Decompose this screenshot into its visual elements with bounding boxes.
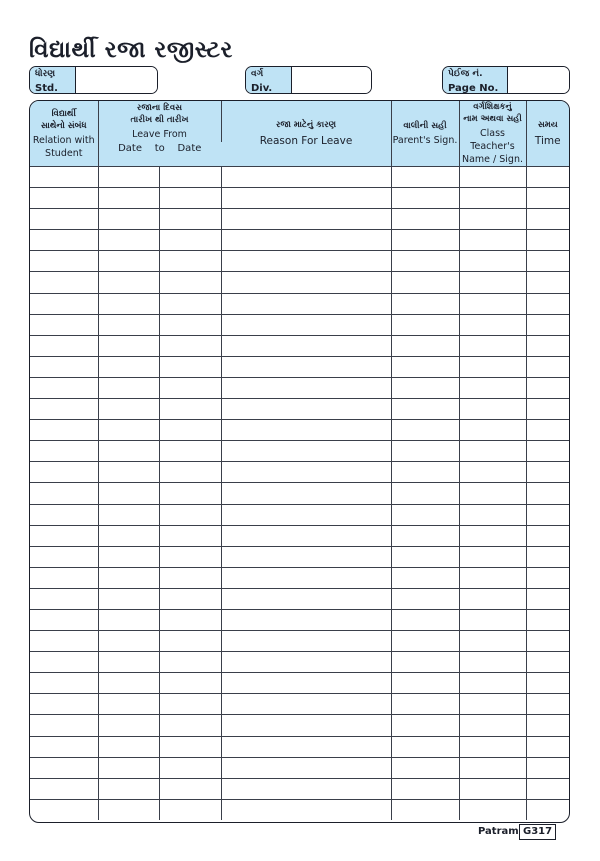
- leave-to-date-cell[interactable]: [159, 209, 221, 230]
- relation-cell[interactable]: [30, 673, 98, 694]
- leave-from-date-cell[interactable]: [98, 525, 159, 546]
- reason-cell[interactable]: [221, 441, 391, 462]
- time-cell[interactable]: [526, 778, 569, 799]
- teacher-sign-cell[interactable]: [459, 335, 526, 356]
- relation-cell[interactable]: [30, 441, 98, 462]
- teacher-sign-cell[interactable]: [459, 631, 526, 652]
- reason-cell[interactable]: [221, 230, 391, 251]
- relation-cell[interactable]: [30, 167, 98, 188]
- leave-to-date-cell[interactable]: [159, 694, 221, 715]
- relation-cell[interactable]: [30, 462, 98, 483]
- product-code: G317: [519, 824, 556, 840]
- leave-from-date-cell[interactable]: [98, 715, 159, 736]
- leave-to-date-cell[interactable]: [159, 525, 221, 546]
- time-cell[interactable]: [526, 673, 569, 694]
- reason-cell[interactable]: [221, 483, 391, 504]
- teacher-sign-cell[interactable]: [459, 757, 526, 778]
- division-field: [245, 66, 372, 94]
- reason-cell[interactable]: [221, 293, 391, 314]
- leave-to-date-cell[interactable]: [159, 167, 221, 188]
- teacher-header-en-1: Class Teacher's: [470, 128, 515, 152]
- leave-to-date-cell[interactable]: [159, 441, 221, 462]
- reason-cell[interactable]: [221, 356, 391, 377]
- relation-cell[interactable]: [30, 293, 98, 314]
- teacher-sign-cell[interactable]: [459, 799, 526, 820]
- leave-to-date-cell[interactable]: [159, 504, 221, 525]
- leave-from-date-cell[interactable]: [98, 377, 159, 398]
- leave-from-date-cell[interactable]: [98, 399, 159, 420]
- relation-cell[interactable]: [30, 588, 98, 609]
- time-cell[interactable]: [526, 441, 569, 462]
- relation-cell[interactable]: [30, 715, 98, 736]
- relation-cell[interactable]: [30, 504, 98, 525]
- leave-to-date-cell[interactable]: [159, 356, 221, 377]
- table-row: [30, 546, 569, 567]
- teacher-sign-cell[interactable]: [459, 715, 526, 736]
- std-label-en: Std.: [35, 83, 58, 94]
- table-row: [30, 377, 569, 398]
- leave-to-date-cell[interactable]: [159, 631, 221, 652]
- teacher-sign-cell[interactable]: [459, 188, 526, 209]
- reason-header-gu: રજા માટેનું કારણ: [275, 120, 337, 130]
- table-row: [30, 441, 569, 462]
- relation-cell[interactable]: [30, 757, 98, 778]
- parent-sign-cell[interactable]: [391, 441, 459, 462]
- table-row: [30, 694, 569, 715]
- leave-from-date-cell[interactable]: [98, 588, 159, 609]
- column-header-teacher-sign: [459, 101, 526, 167]
- time-cell[interactable]: [526, 588, 569, 609]
- leave-register-table: [29, 100, 570, 823]
- reason-cell[interactable]: [221, 167, 391, 188]
- leave-to-date-cell[interactable]: [159, 483, 221, 504]
- table-row: [30, 483, 569, 504]
- relation-header-en-1: Relation with: [32, 134, 95, 146]
- leave-to-date-cell[interactable]: [159, 673, 221, 694]
- teacher-sign-cell[interactable]: [459, 462, 526, 483]
- leave-from-date-cell[interactable]: [98, 778, 159, 799]
- time-cell[interactable]: [526, 251, 569, 272]
- teacher-sign-cell[interactable]: [459, 546, 526, 567]
- reason-cell[interactable]: [221, 272, 391, 293]
- relation-cell[interactable]: [30, 209, 98, 230]
- leave-from-date-cell[interactable]: [98, 420, 159, 441]
- parent-sign-cell[interactable]: [391, 694, 459, 715]
- time-cell[interactable]: [526, 377, 569, 398]
- parent-sign-cell[interactable]: [391, 272, 459, 293]
- reason-cell[interactable]: [221, 399, 391, 420]
- column-header-relation: [30, 101, 98, 167]
- leave-from-date-cell[interactable]: [98, 293, 159, 314]
- time-cell[interactable]: [526, 609, 569, 630]
- time-cell[interactable]: [526, 525, 569, 546]
- relation-cell[interactable]: [30, 694, 98, 715]
- table-row: [30, 399, 569, 420]
- time-cell[interactable]: [526, 715, 569, 736]
- leave-to-word: to: [154, 143, 165, 154]
- relation-cell[interactable]: [30, 799, 98, 820]
- table-row: [30, 230, 569, 251]
- relation-cell[interactable]: [30, 567, 98, 588]
- teacher-sign-cell[interactable]: [459, 504, 526, 525]
- brand-name: Patram: [478, 826, 519, 837]
- parent-sign-cell[interactable]: [391, 399, 459, 420]
- time-cell[interactable]: [526, 631, 569, 652]
- parent-sign-cell[interactable]: [391, 673, 459, 694]
- parent-sign-cell[interactable]: [391, 525, 459, 546]
- time-cell[interactable]: [526, 546, 569, 567]
- relation-cell[interactable]: [30, 377, 98, 398]
- reason-cell[interactable]: [221, 314, 391, 335]
- reason-cell[interactable]: [221, 736, 391, 757]
- table-row: [30, 314, 569, 335]
- time-cell[interactable]: [526, 652, 569, 673]
- reason-cell[interactable]: [221, 799, 391, 820]
- teacher-header-en-2: Name / Sign.: [461, 154, 523, 165]
- leave-from-date-cell[interactable]: [98, 799, 159, 820]
- parent-sign-header-gu: વાલીની સહી: [403, 121, 447, 131]
- std-label-gu: ધોરણ: [35, 69, 56, 79]
- parent-sign-cell[interactable]: [391, 609, 459, 630]
- time-cell[interactable]: [526, 399, 569, 420]
- leave-to-date-cell[interactable]: [159, 230, 221, 251]
- parent-sign-cell[interactable]: [391, 209, 459, 230]
- table-row: [30, 335, 569, 356]
- table-row: [30, 167, 569, 188]
- leave-from-date-cell[interactable]: [98, 251, 159, 272]
- leave-from-date-cell[interactable]: [98, 462, 159, 483]
- parent-sign-cell[interactable]: [391, 251, 459, 272]
- leave-to-date-cell[interactable]: [159, 272, 221, 293]
- reason-cell[interactable]: [221, 335, 391, 356]
- time-cell[interactable]: [526, 335, 569, 356]
- leave-from-date-header: Date: [118, 143, 142, 154]
- leave-from-date-cell[interactable]: [98, 230, 159, 251]
- reason-cell[interactable]: [221, 631, 391, 652]
- table-row: [30, 209, 569, 230]
- leave-header-gu-1: રજાના દિવસ: [136, 103, 183, 113]
- time-cell[interactable]: [526, 356, 569, 377]
- relation-header-gu-1: વિદ્યાર્થી: [51, 108, 76, 119]
- teacher-sign-cell[interactable]: [459, 736, 526, 757]
- parent-sign-cell[interactable]: [391, 167, 459, 188]
- leave-date-range-header: [98, 142, 221, 167]
- relation-cell[interactable]: [30, 188, 98, 209]
- table-row: [30, 293, 569, 314]
- teacher-sign-cell[interactable]: [459, 230, 526, 251]
- parent-sign-cell[interactable]: [391, 420, 459, 441]
- parent-sign-cell[interactable]: [391, 588, 459, 609]
- reason-cell[interactable]: [221, 462, 391, 483]
- parent-sign-cell[interactable]: [391, 188, 459, 209]
- reason-cell[interactable]: [221, 188, 391, 209]
- reason-cell[interactable]: [221, 567, 391, 588]
- parent-sign-cell[interactable]: [391, 483, 459, 504]
- relation-cell[interactable]: [30, 736, 98, 757]
- time-cell[interactable]: [526, 799, 569, 820]
- teacher-sign-cell[interactable]: [459, 420, 526, 441]
- table-row: [30, 251, 569, 272]
- division-label: [246, 67, 292, 93]
- parent-sign-cell[interactable]: [391, 799, 459, 820]
- leave-from-date-cell[interactable]: [98, 335, 159, 356]
- time-cell[interactable]: [526, 188, 569, 209]
- reason-cell[interactable]: [221, 420, 391, 441]
- relation-cell[interactable]: [30, 420, 98, 441]
- leave-to-date-cell[interactable]: [159, 757, 221, 778]
- time-cell[interactable]: [526, 314, 569, 335]
- relation-cell[interactable]: [30, 251, 98, 272]
- parent-sign-cell[interactable]: [391, 715, 459, 736]
- time-cell[interactable]: [526, 293, 569, 314]
- leave-to-date-cell[interactable]: [159, 399, 221, 420]
- reason-cell[interactable]: [221, 588, 391, 609]
- relation-cell[interactable]: [30, 314, 98, 335]
- column-header-parent-sign: [391, 101, 459, 167]
- division-label-gu: વર્ગ: [251, 69, 264, 79]
- table-row: [30, 504, 569, 525]
- leave-to-date-cell[interactable]: [159, 778, 221, 799]
- std-field: [29, 66, 158, 94]
- time-header-gu: સમય: [537, 120, 558, 130]
- register-body: [30, 167, 569, 820]
- reason-cell[interactable]: [221, 209, 391, 230]
- time-cell[interactable]: [526, 757, 569, 778]
- leave-from-date-cell[interactable]: [98, 504, 159, 525]
- reason-cell[interactable]: [221, 694, 391, 715]
- leave-from-date-cell[interactable]: [98, 209, 159, 230]
- leave-from-date-cell[interactable]: [98, 736, 159, 757]
- column-header-reason: [221, 101, 391, 167]
- time-cell[interactable]: [526, 462, 569, 483]
- leave-to-date-cell[interactable]: [159, 715, 221, 736]
- leave-from-date-cell[interactable]: [98, 567, 159, 588]
- teacher-sign-cell[interactable]: [459, 483, 526, 504]
- teacher-header-gu-1: વર્ગશિક્ષકનું: [473, 102, 512, 112]
- teacher-sign-cell[interactable]: [459, 694, 526, 715]
- table-row: [30, 757, 569, 778]
- parent-sign-cell[interactable]: [391, 314, 459, 335]
- time-cell[interactable]: [526, 420, 569, 441]
- column-header-leave: [98, 101, 221, 142]
- reason-cell[interactable]: [221, 609, 391, 630]
- parent-sign-cell[interactable]: [391, 504, 459, 525]
- std-label: [30, 67, 76, 93]
- parent-sign-cell[interactable]: [391, 462, 459, 483]
- table-row: [30, 673, 569, 694]
- teacher-sign-cell[interactable]: [459, 673, 526, 694]
- relation-cell[interactable]: [30, 483, 98, 504]
- relation-cell[interactable]: [30, 399, 98, 420]
- teacher-sign-cell[interactable]: [459, 525, 526, 546]
- table-row: [30, 652, 569, 673]
- reason-cell[interactable]: [221, 504, 391, 525]
- teacher-sign-cell[interactable]: [459, 399, 526, 420]
- teacher-sign-cell[interactable]: [459, 567, 526, 588]
- parent-sign-cell[interactable]: [391, 230, 459, 251]
- table-row: [30, 609, 569, 630]
- time-cell[interactable]: [526, 567, 569, 588]
- table-row: [30, 462, 569, 483]
- teacher-sign-cell[interactable]: [459, 609, 526, 630]
- teacher-sign-cell[interactable]: [459, 441, 526, 462]
- parent-sign-cell[interactable]: [391, 356, 459, 377]
- time-cell[interactable]: [526, 736, 569, 757]
- leave-from-date-cell[interactable]: [98, 609, 159, 630]
- leave-to-date-cell[interactable]: [159, 293, 221, 314]
- parent-sign-cell[interactable]: [391, 652, 459, 673]
- time-cell[interactable]: [526, 483, 569, 504]
- parent-sign-cell[interactable]: [391, 736, 459, 757]
- relation-header-en-2: Student: [45, 147, 83, 159]
- leave-to-date-cell[interactable]: [159, 736, 221, 757]
- time-cell[interactable]: [526, 272, 569, 293]
- parent-sign-cell[interactable]: [391, 377, 459, 398]
- leave-from-date-cell[interactable]: [98, 483, 159, 504]
- division-label-en: Div.: [251, 83, 273, 94]
- table-row: [30, 778, 569, 799]
- page-number-label-en: Page No.: [448, 83, 499, 94]
- reason-cell[interactable]: [221, 377, 391, 398]
- parent-sign-cell[interactable]: [391, 631, 459, 652]
- reason-cell[interactable]: [221, 546, 391, 567]
- leave-to-date-cell[interactable]: [159, 335, 221, 356]
- teacher-sign-cell[interactable]: [459, 209, 526, 230]
- leave-to-date-cell[interactable]: [159, 567, 221, 588]
- relation-cell[interactable]: [30, 335, 98, 356]
- parent-sign-cell[interactable]: [391, 778, 459, 799]
- leave-to-date-cell[interactable]: [159, 799, 221, 820]
- time-cell[interactable]: [526, 230, 569, 251]
- teacher-sign-cell[interactable]: [459, 251, 526, 272]
- reason-cell[interactable]: [221, 652, 391, 673]
- time-cell[interactable]: [526, 694, 569, 715]
- reason-cell[interactable]: [221, 251, 391, 272]
- teacher-sign-cell[interactable]: [459, 314, 526, 335]
- table-row: [30, 356, 569, 377]
- leave-from-date-cell[interactable]: [98, 673, 159, 694]
- page-number-field: [442, 66, 570, 94]
- table-row: [30, 736, 569, 757]
- parent-sign-cell[interactable]: [391, 293, 459, 314]
- reason-header-en: Reason For Leave: [259, 135, 353, 147]
- column-header-time: [526, 101, 569, 167]
- page-number-label: [443, 67, 508, 93]
- division-value-input[interactable]: [292, 67, 371, 93]
- leave-from-date-cell[interactable]: [98, 652, 159, 673]
- leave-from-date-cell[interactable]: [98, 356, 159, 377]
- teacher-sign-cell[interactable]: [459, 167, 526, 188]
- relation-cell[interactable]: [30, 230, 98, 251]
- relation-cell[interactable]: [30, 356, 98, 377]
- leave-from-date-cell[interactable]: [98, 694, 159, 715]
- time-header-en: Time: [534, 135, 561, 147]
- table-row: [30, 799, 569, 820]
- leave-to-date-cell[interactable]: [159, 420, 221, 441]
- reason-cell[interactable]: [221, 757, 391, 778]
- reason-cell[interactable]: [221, 525, 391, 546]
- leave-from-date-cell[interactable]: [98, 631, 159, 652]
- parent-sign-header-en: Parent's Sign.: [392, 135, 458, 146]
- table-row: [30, 567, 569, 588]
- leave-to-date-cell[interactable]: [159, 546, 221, 567]
- teacher-sign-cell[interactable]: [459, 652, 526, 673]
- teacher-sign-cell[interactable]: [459, 293, 526, 314]
- relation-cell[interactable]: [30, 546, 98, 567]
- leave-header-gu-2: તારીખ થી તારીખ: [130, 115, 189, 125]
- table-row: [30, 631, 569, 652]
- leave-from-date-cell[interactable]: [98, 188, 159, 209]
- teacher-sign-cell[interactable]: [459, 356, 526, 377]
- time-cell[interactable]: [526, 504, 569, 525]
- std-value-input[interactable]: [76, 67, 157, 93]
- table-row: [30, 272, 569, 293]
- reason-cell[interactable]: [221, 673, 391, 694]
- leave-from-date-cell[interactable]: [98, 757, 159, 778]
- parent-sign-cell[interactable]: [391, 546, 459, 567]
- leave-to-date-cell[interactable]: [159, 652, 221, 673]
- table-row: [30, 588, 569, 609]
- reason-cell[interactable]: [221, 778, 391, 799]
- leave-to-date-cell[interactable]: [159, 462, 221, 483]
- teacher-sign-cell[interactable]: [459, 272, 526, 293]
- leave-header-en: Leave From: [132, 129, 187, 140]
- reason-cell[interactable]: [221, 715, 391, 736]
- leave-to-date-cell[interactable]: [159, 251, 221, 272]
- parent-sign-cell[interactable]: [391, 567, 459, 588]
- page-title: વિદ્યાર્થી રજા રજીસ્ટર: [29, 37, 233, 63]
- leave-from-date-cell[interactable]: [98, 314, 159, 335]
- leave-from-date-cell[interactable]: [98, 441, 159, 462]
- teacher-sign-cell[interactable]: [459, 588, 526, 609]
- parent-sign-cell[interactable]: [391, 757, 459, 778]
- relation-header-gu-2: સાથેનો સંબંધ: [40, 120, 87, 131]
- leave-to-date-cell[interactable]: [159, 188, 221, 209]
- parent-sign-cell[interactable]: [391, 335, 459, 356]
- leave-to-date-cell[interactable]: [159, 609, 221, 630]
- teacher-sign-cell[interactable]: [459, 377, 526, 398]
- leave-to-date-cell[interactable]: [159, 588, 221, 609]
- table-row: [30, 715, 569, 736]
- table-row: [30, 420, 569, 441]
- leave-to-date-header: Date: [177, 143, 202, 154]
- leave-from-date-cell[interactable]: [98, 546, 159, 567]
- relation-cell[interactable]: [30, 525, 98, 546]
- teacher-header-gu-2: નામ અથવા સહી: [463, 114, 522, 124]
- leave-to-date-cell[interactable]: [159, 314, 221, 335]
- page-number-label-gu: પેઈજ નં.: [448, 69, 483, 79]
- table-row: [30, 525, 569, 546]
- relation-cell[interactable]: [30, 272, 98, 293]
- relation-cell[interactable]: [30, 778, 98, 799]
- time-cell[interactable]: [526, 167, 569, 188]
- page-number-value-input[interactable]: [508, 67, 569, 93]
- table-row: [30, 188, 569, 209]
- leave-from-date-cell[interactable]: [98, 272, 159, 293]
- teacher-sign-cell[interactable]: [459, 778, 526, 799]
- leave-from-date-cell[interactable]: [98, 167, 159, 188]
- time-cell[interactable]: [526, 209, 569, 230]
- relation-cell[interactable]: [30, 609, 98, 630]
- relation-cell[interactable]: [30, 652, 98, 673]
- relation-cell[interactable]: [30, 631, 98, 652]
- leave-to-date-cell[interactable]: [159, 377, 221, 398]
